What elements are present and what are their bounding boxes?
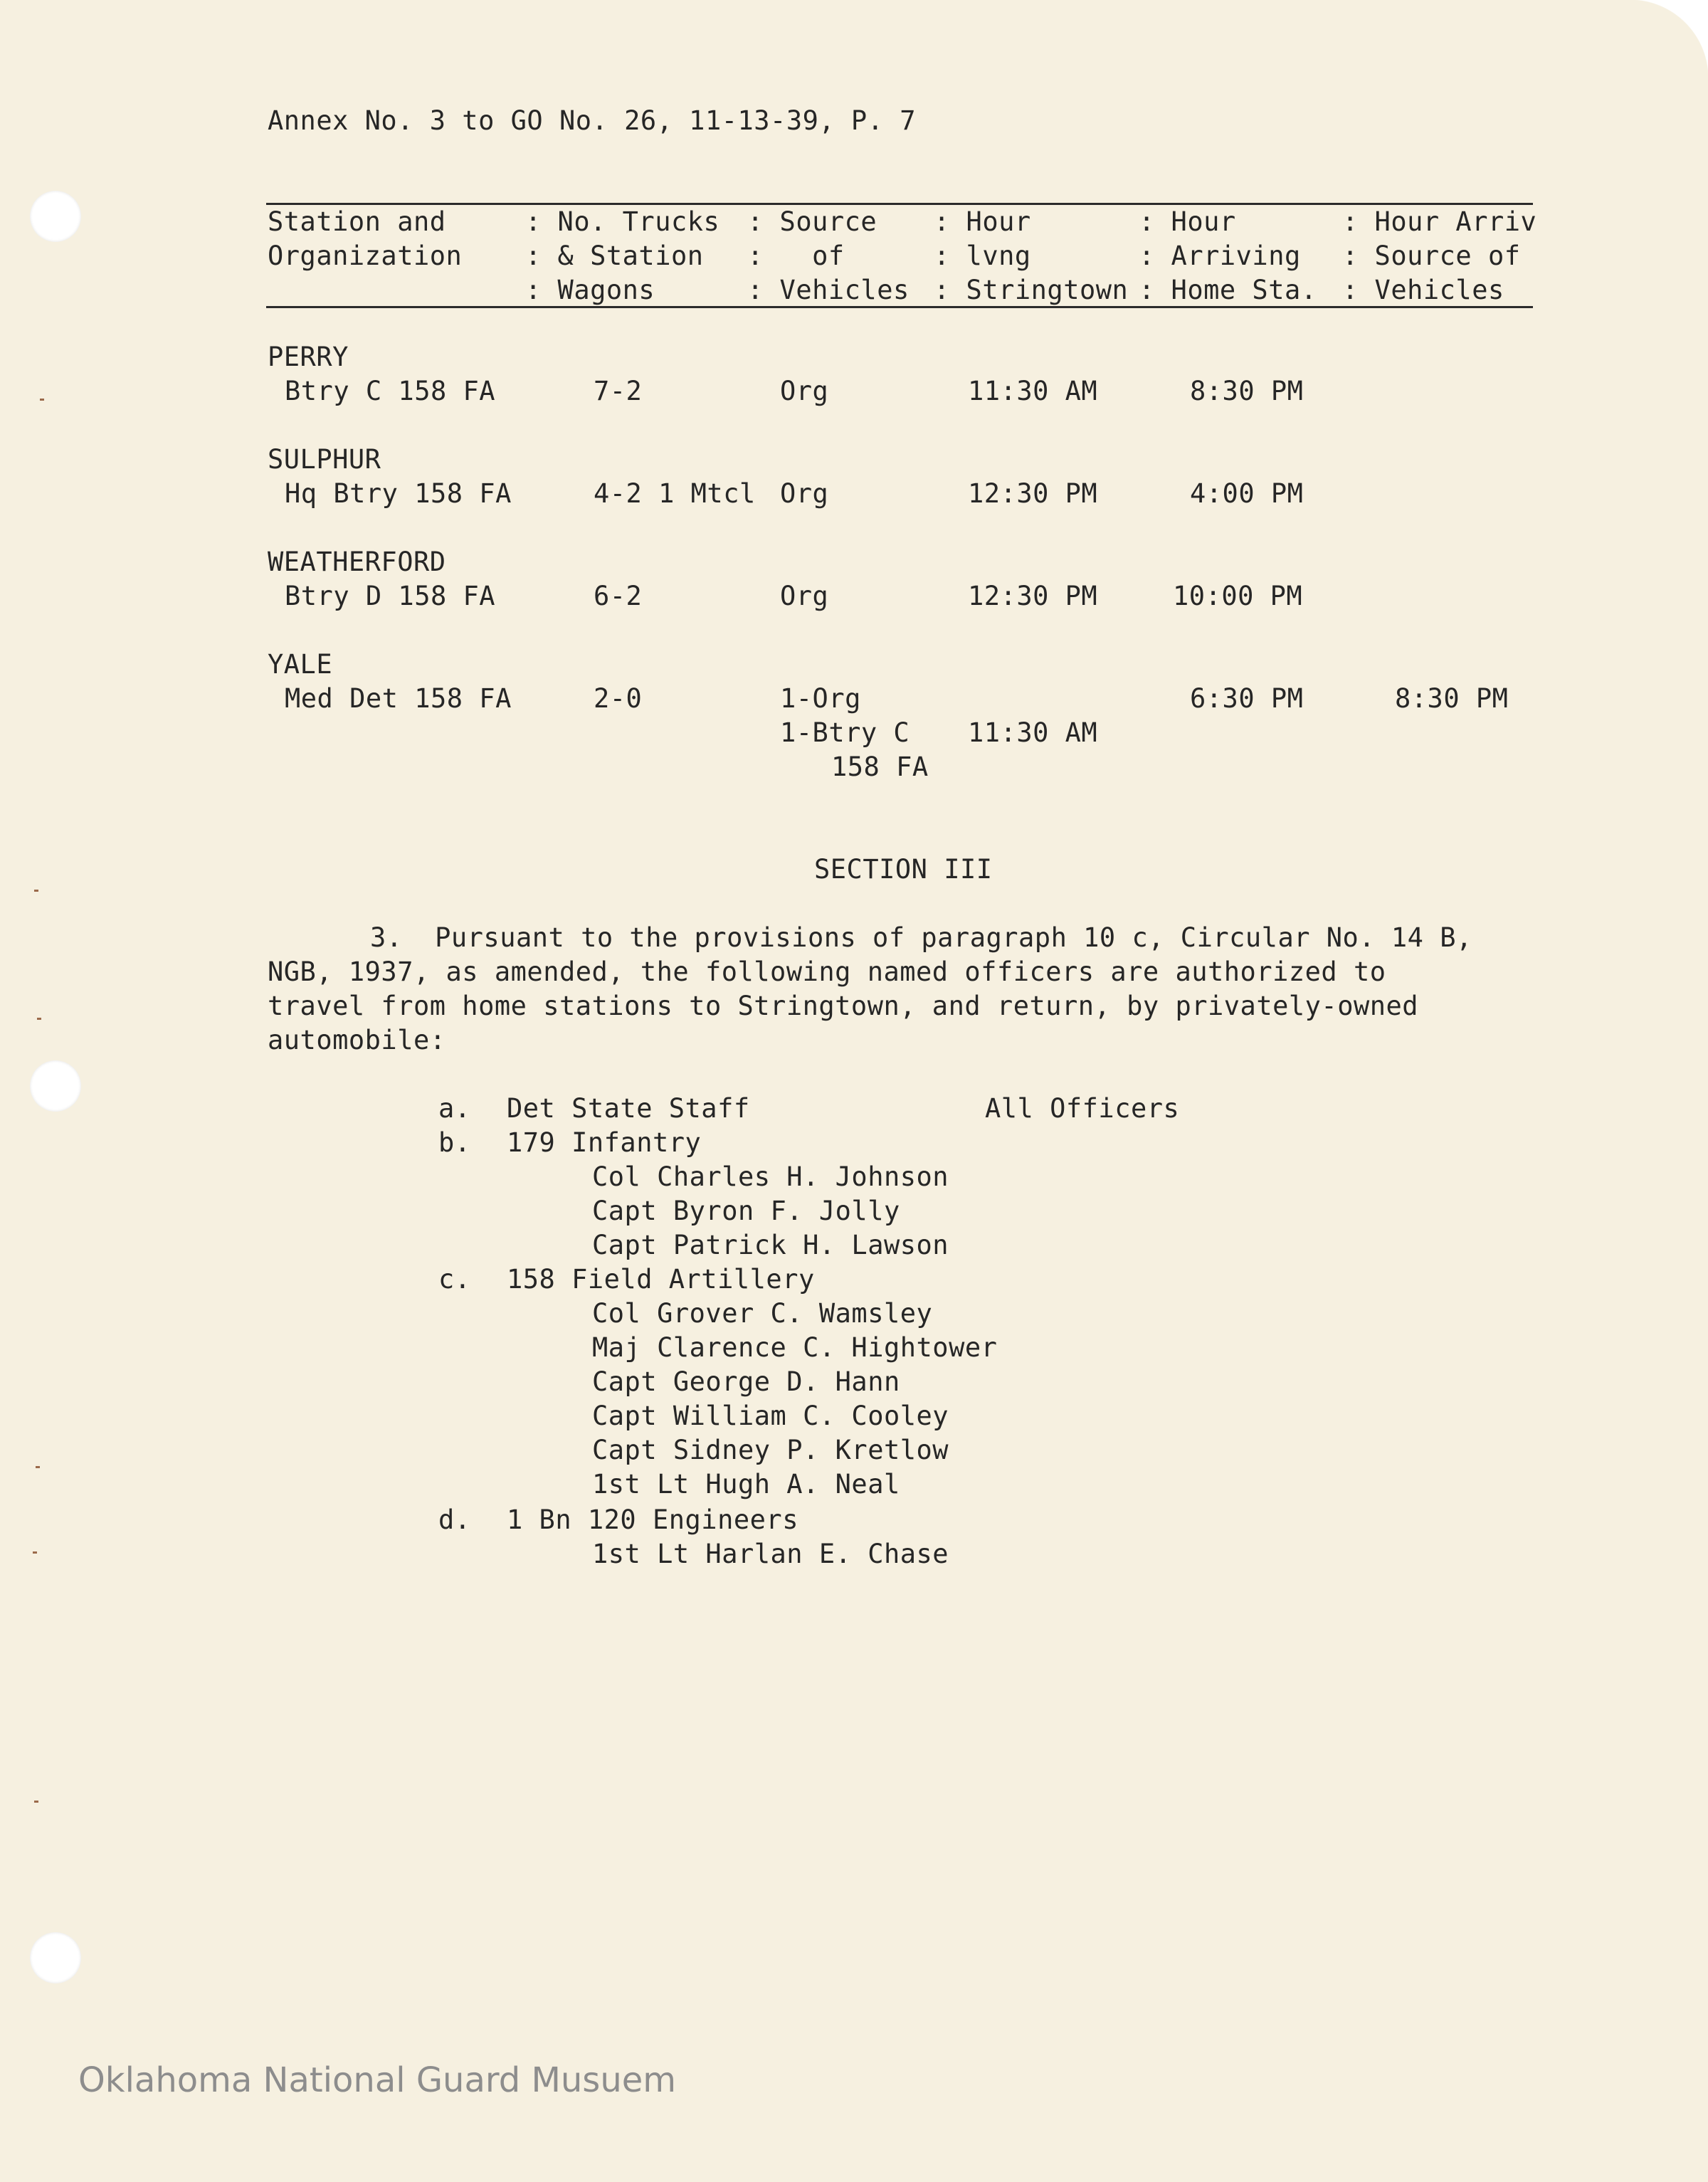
header-cell: : & Station (525, 241, 704, 271)
header-cell: : Source (747, 206, 877, 237)
hour-leaving: 11:30 AM (968, 376, 1098, 406)
officer-name: Capt William C. Cooley (592, 1401, 949, 1431)
unit-name: 1 Bn 120 Engineers (507, 1504, 798, 1535)
station-name: WEATHERFORD (268, 547, 446, 577)
officer-name: Capt Patrick H. Lawson (592, 1230, 949, 1260)
list-letter: c. (438, 1264, 471, 1295)
vehicle-source: Org (780, 478, 829, 509)
officer-name: Capt Byron F. Jolly (592, 1196, 900, 1226)
unit-name: 179 Infantry (507, 1127, 702, 1158)
paragraph-line: NGB, 1937, as amended, the following named officers are authorized to (268, 956, 1386, 987)
officer-name: Col Grover C. Wamsley (592, 1298, 933, 1329)
hour-arriving: 4:00 PM (1190, 478, 1304, 509)
header-cell: : Wagons (525, 275, 655, 305)
paragraph-line: travel from home stations to Stringtown, and return, by privately-owned (268, 991, 1419, 1021)
header-cell: Station and (268, 206, 446, 237)
trucks-wagons: 7-2 (594, 376, 643, 406)
officer-name: Capt Sidney P. Kretlow (592, 1435, 949, 1465)
list-letter: b. (438, 1127, 471, 1158)
header-cell: : Hour (1139, 206, 1236, 237)
officer-name: Capt George D. Hann (592, 1366, 900, 1397)
trucks-wagons: 2-0 (594, 683, 643, 714)
officer-name: Maj Clarence C. Hightower (592, 1332, 998, 1363)
unit-name: Det State Staff (507, 1093, 750, 1124)
vehicle-source: Org (780, 376, 829, 406)
annex-header: Annex No. 3 to GO No. 26, 11-13-39, P. 7 (268, 105, 917, 136)
station-name: YALE (268, 649, 333, 680)
header-cell: : No. Trucks (525, 206, 720, 237)
list-letter: d. (438, 1504, 471, 1535)
officer-name: 1st Lt Hugh A. Neal (592, 1469, 900, 1500)
station-name: SULPHUR (268, 444, 381, 475)
section-heading: SECTION III (814, 854, 993, 885)
hour-leaving: 12:30 PM (968, 581, 1098, 611)
museum-watermark: Oklahoma National Guard Musuem (78, 2060, 677, 2100)
punch-hole (30, 1060, 81, 1112)
vehicle-source: Org (780, 581, 829, 611)
trucks-wagons: 6-2 (594, 581, 643, 611)
trucks-wagons: 4-2 1 Mtcl (594, 478, 756, 509)
header-cell: : Hour Arriv (1342, 206, 1537, 237)
vehicle-source: 1-Btry C (780, 717, 910, 748)
hour-arriving: 8:30 PM (1190, 376, 1304, 406)
header-cell: : Home Sta. (1139, 275, 1317, 305)
header-cell: : Vehicles (1342, 275, 1504, 305)
list-letter: a. (438, 1093, 471, 1124)
officer-name: Col Charles H. Johnson (592, 1161, 949, 1192)
paragraph-line: automobile: (268, 1025, 446, 1055)
header-cell: : Vehicles (747, 275, 910, 305)
organization: Hq Btry 158 FA (285, 478, 512, 509)
header-cell: : Arriving (1139, 241, 1301, 271)
header-cell: : lvng (934, 241, 1031, 271)
vehicle-source: 1-Org (780, 683, 861, 714)
unit-note: All Officers (985, 1093, 1180, 1124)
header-cell: Organization (268, 241, 463, 271)
punch-hole (30, 191, 81, 242)
unit-name: 158 Field Artillery (507, 1264, 815, 1295)
hour-arriving: 10:00 PM (1173, 581, 1303, 611)
header-cell: : Source of (1342, 241, 1521, 271)
hour-arriving-source: 8:30 PM (1395, 683, 1509, 714)
hour-leaving: 12:30 PM (968, 478, 1098, 509)
hour-arriving: 6:30 PM (1190, 683, 1304, 714)
header-cell: : Stringtown (934, 275, 1129, 305)
hour-leaving: 11:30 AM (968, 717, 1098, 748)
officer-name: 1st Lt Harlan E. Chase (592, 1539, 949, 1569)
punch-hole (30, 1932, 81, 1983)
header-cell: : of (747, 241, 845, 271)
organization: Med Det 158 FA (285, 683, 512, 714)
vehicle-source: 158 FA (831, 752, 929, 782)
paragraph-line: 3. Pursuant to the provisions of paragraph 10 c, Circular No. 14 B, (370, 922, 1472, 953)
header-cell: : Hour (934, 206, 1031, 237)
table-header-rule (266, 306, 1533, 308)
organization: Btry D 158 FA (285, 581, 496, 611)
organization: Btry C 158 FA (285, 376, 496, 406)
page-corner (1630, 0, 1708, 78)
station-name: PERRY (268, 342, 349, 372)
